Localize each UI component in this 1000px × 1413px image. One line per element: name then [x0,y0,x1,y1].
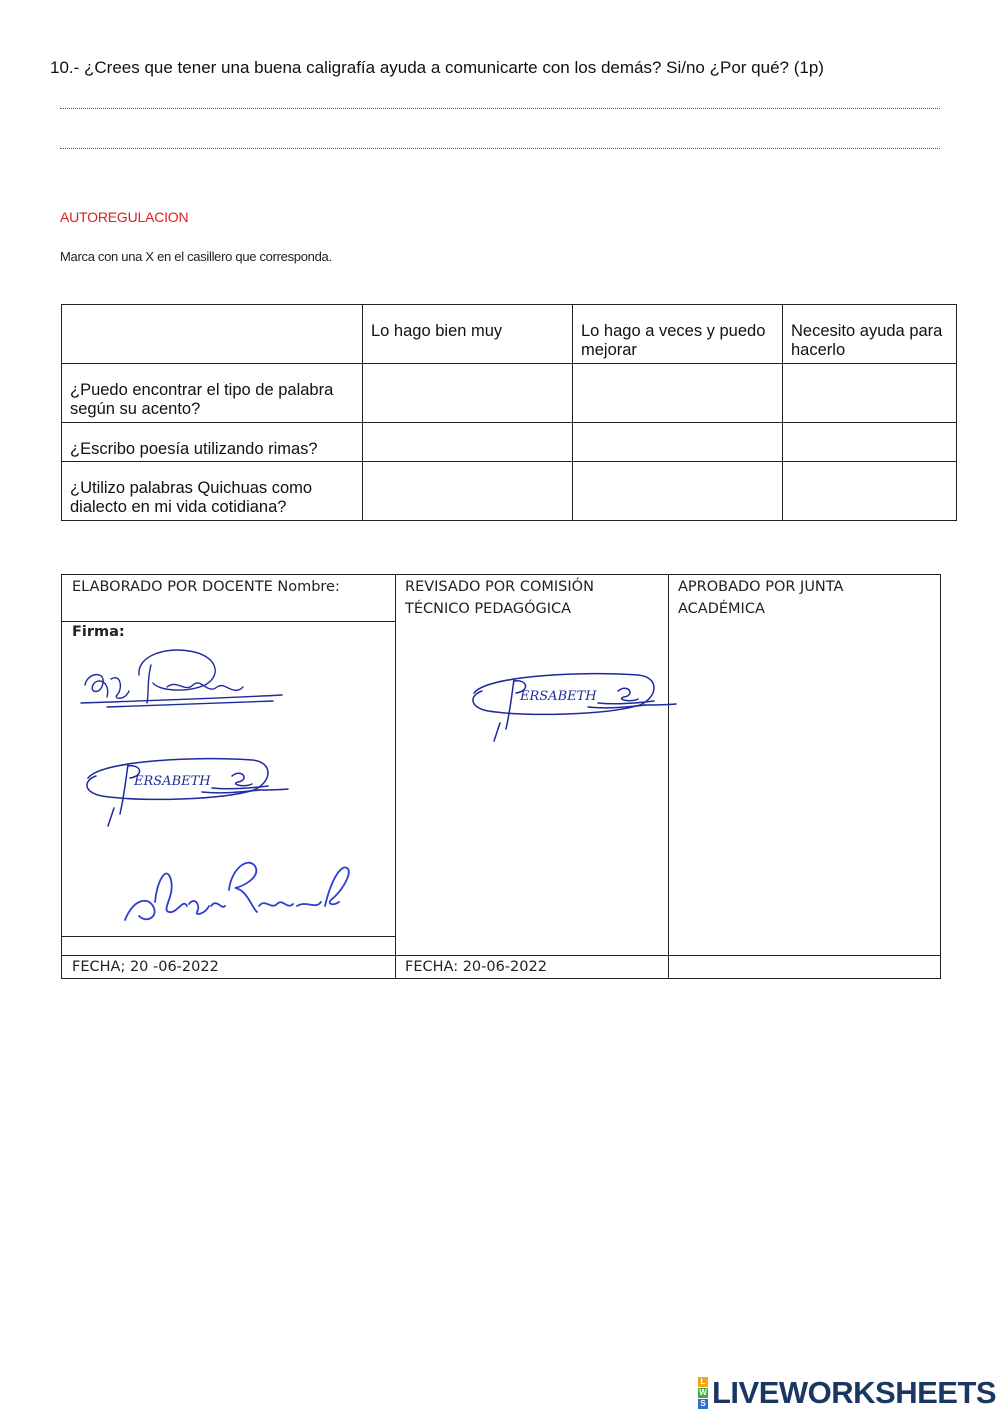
table-row [62,364,957,423]
aprobado-header: APROBADO POR JUNTA ACADÉMICA [678,579,844,617]
header-col-1: Lo hago bien muy [363,305,573,364]
liveworksheets-logo [698,1376,996,1410]
signature-3-icon [117,850,357,932]
row-label: ¿Puedo encontrar el tipo de palabra según su acento? [62,364,363,423]
svg-text:ERSABETH: ERSABETH [134,774,211,789]
section-title: AUTOREGULACION [60,209,189,225]
table-row [62,462,957,521]
revisado-header: REVISADO POR COMISIÓN TÉCNICO PEDAGÓGICA [405,579,594,617]
answer-cell[interactable] [783,423,957,462]
self-assessment-table [61,304,957,521]
signature-1-icon [77,645,287,720]
header-col-2: Lo hago a veces y puedo mejorar [573,305,783,364]
answer-cell[interactable] [573,423,783,462]
signature-4-icon [468,665,680,743]
svg-text:ERSABETH: ERSABETH [520,689,597,704]
answer-line-2[interactable] [60,148,940,149]
instruction-text: Marca con una X en el casillero que corresponda. [60,249,332,264]
answer-cell[interactable] [363,364,573,423]
brand-name: LIVEWORKSHEETS [712,1375,997,1410]
signature-2-icon [82,750,292,828]
row-label: ¿Escribo poesía utilizando rimas? [62,423,363,462]
signature-table [61,574,941,979]
answer-cell[interactable] [573,364,783,423]
header-col-3: Necesito ayuda para hacerlo [783,305,957,364]
fecha-elaborado: FECHA; 20 -06-2022 [72,959,219,975]
logo-mark-icon: L W S [699,1377,707,1408]
table-row [62,423,957,462]
row-label: ¿Utilizo palabras Quichuas como dialecto en mi vida cotidiana? [62,462,363,521]
answer-line-1[interactable] [60,108,940,109]
question-10: 10.- ¿Crees que tener una buena caligrafía ayuda a comunicarte con los demás? Si/no ¿Por qué? (1p) [50,58,824,77]
firma-label: Firma: [72,624,125,640]
elaborado-header: ELABORADO POR DOCENTE Nombre: [72,579,340,595]
fecha-revisado: FECHA: 20-06-2022 [405,959,547,975]
answer-cell[interactable] [363,423,573,462]
answer-cell[interactable] [783,462,957,521]
header-empty [62,305,363,364]
answer-cell[interactable] [783,364,957,423]
answer-cell[interactable] [363,462,573,521]
answer-cell[interactable] [573,462,783,521]
table-header-row [62,305,957,364]
